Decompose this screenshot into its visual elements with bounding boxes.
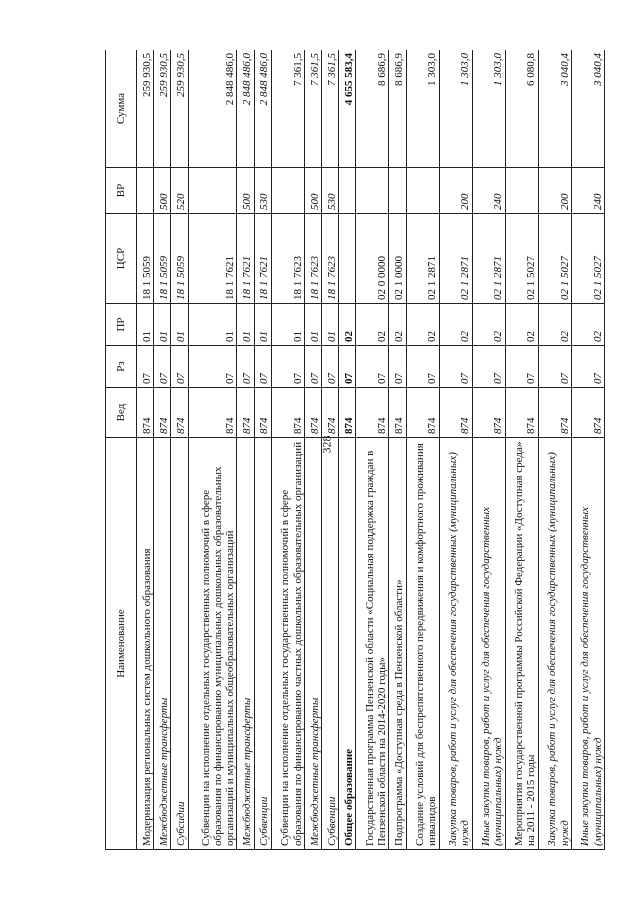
cell-ved: 874 xyxy=(389,388,406,438)
cell-ved: 874 xyxy=(137,388,154,438)
cell-name: Общее образование xyxy=(339,438,356,850)
header-name: Наименование xyxy=(106,438,137,850)
cell-name: Иные закупки товаров, работ и услуг для обеспечения государственных (муниципальных) нужд xyxy=(472,438,505,850)
cell-sum: 7 361,5 xyxy=(322,50,339,168)
cell-ved: 874 xyxy=(538,388,571,438)
cell-vr: 520 xyxy=(171,168,188,214)
cell-pr: 01 xyxy=(237,304,254,346)
cell-pr: 02 xyxy=(339,304,356,346)
cell-name: Подпрограмма «Доступная среда в Пензенской области» xyxy=(389,438,406,850)
cell-pr: 02 xyxy=(356,304,389,346)
cell-ved: 874 xyxy=(571,388,604,438)
cell-name: Субвенции xyxy=(322,438,339,850)
cell-vr: 530 xyxy=(322,168,339,214)
cell-sum: 3 040,4 xyxy=(571,50,604,168)
cell-rz: 07 xyxy=(237,346,254,388)
cell-vr: 500 xyxy=(237,168,254,214)
cell-csr: 02 1 0000 xyxy=(389,214,406,304)
cell-sum: 7 361,5 xyxy=(304,50,321,168)
table-row xyxy=(254,50,271,850)
cell-csr: 02 1 2871 xyxy=(439,214,472,304)
cell-sum: 7 361,5 xyxy=(271,50,304,168)
budget-table xyxy=(105,50,605,850)
cell-csr xyxy=(339,214,356,304)
cell-sum: 3 040,4 xyxy=(538,50,571,168)
cell-vr xyxy=(271,168,304,214)
cell-ved: 874 xyxy=(339,388,356,438)
cell-sum: 8 686,9 xyxy=(389,50,406,168)
cell-ved: 874 xyxy=(505,388,538,438)
cell-pr: 02 xyxy=(505,304,538,346)
header-csr: ЦСР xyxy=(106,214,137,304)
cell-ved: 874 xyxy=(439,388,472,438)
rotated-content xyxy=(105,50,605,850)
cell-vr xyxy=(505,168,538,214)
cell-vr: 200 xyxy=(538,168,571,214)
header-ved: Вед xyxy=(106,388,137,438)
table-header-row xyxy=(106,50,137,850)
cell-pr: 01 xyxy=(154,304,171,346)
rotated-page xyxy=(105,50,605,850)
cell-ved: 874 xyxy=(188,388,237,438)
cell-rz: 07 xyxy=(271,346,304,388)
cell-name: Межбюджетные трансферты xyxy=(304,438,321,850)
table-row xyxy=(389,50,406,850)
cell-vr xyxy=(137,168,154,214)
cell-sum: 2 848 486,0 xyxy=(237,50,254,168)
table-row xyxy=(406,50,439,850)
cell-name: Субвенции на исполнение отдельных государственных полномочий в сфере образования по финансированию частных дошкольных образовательных организаций xyxy=(271,438,304,850)
cell-sum: 1 303,0 xyxy=(406,50,439,168)
cell-vr: 500 xyxy=(154,168,171,214)
cell-sum: 259 930,5 xyxy=(137,50,154,168)
cell-ved: 874 xyxy=(254,388,271,438)
cell-rz: 07 xyxy=(505,346,538,388)
cell-name: Субсидии xyxy=(171,438,188,850)
cell-rz: 07 xyxy=(389,346,406,388)
table-row xyxy=(538,50,571,850)
cell-rz: 07 xyxy=(188,346,237,388)
cell-name: Межбюджетные трансферты xyxy=(237,438,254,850)
cell-pr: 01 xyxy=(304,304,321,346)
cell-sum: 2 848 486,0 xyxy=(188,50,237,168)
cell-csr: 02 1 2871 xyxy=(406,214,439,304)
cell-name: Субвенции xyxy=(254,438,271,850)
cell-ved: 874 xyxy=(304,388,321,438)
cell-pr: 02 xyxy=(538,304,571,346)
cell-sum: 8 686,9 xyxy=(356,50,389,168)
cell-vr: 530 xyxy=(254,168,271,214)
cell-rz: 07 xyxy=(356,346,389,388)
cell-ved: 874 xyxy=(154,388,171,438)
cell-ved: 874 xyxy=(406,388,439,438)
cell-csr: 18 1 5059 xyxy=(137,214,154,304)
cell-rz: 07 xyxy=(472,346,505,388)
header-rz: Рз xyxy=(106,346,137,388)
cell-pr: 02 xyxy=(439,304,472,346)
table-row xyxy=(137,50,154,850)
cell-ved: 874 xyxy=(322,388,339,438)
cell-vr xyxy=(389,168,406,214)
table-row xyxy=(472,50,505,850)
cell-csr: 02 1 5027 xyxy=(538,214,571,304)
cell-rz: 07 xyxy=(538,346,571,388)
cell-name: Государственная программа Пензенской области «Социальная поддержка граждан в Пензенской области на 2014-2020 годы» xyxy=(356,438,389,850)
cell-pr: 01 xyxy=(322,304,339,346)
header-sum: Сумма xyxy=(106,50,137,168)
cell-ved: 874 xyxy=(356,388,389,438)
cell-name: Иные закупки товаров, работ и услуг для обеспечения государственных (муниципальных) нужд xyxy=(571,438,604,850)
table-row xyxy=(304,50,321,850)
table-row xyxy=(439,50,472,850)
cell-sum: 1 303,0 xyxy=(439,50,472,168)
table-row xyxy=(188,50,237,850)
cell-csr: 18 1 7623 xyxy=(322,214,339,304)
cell-pr: 01 xyxy=(254,304,271,346)
cell-vr: 500 xyxy=(304,168,321,214)
table-row xyxy=(571,50,604,850)
cell-name: Создание условий для беспрепятственного передвижения и комфортного проживания инвалидов xyxy=(406,438,439,850)
cell-name: Межбюджетные трансферты xyxy=(154,438,171,850)
cell-sum: 1 303,0 xyxy=(472,50,505,168)
cell-pr: 02 xyxy=(389,304,406,346)
cell-ved: 874 xyxy=(271,388,304,438)
cell-rz: 07 xyxy=(339,346,356,388)
cell-rz: 07 xyxy=(322,346,339,388)
header-vr: ВР xyxy=(106,168,137,214)
cell-csr: 18 1 7623 xyxy=(271,214,304,304)
cell-csr: 18 1 5059 xyxy=(171,214,188,304)
cell-csr: 02 1 5027 xyxy=(571,214,604,304)
cell-name: Закупка товаров, работ и услуг для обеспечения государственных (муниципальных) нужд xyxy=(538,438,571,850)
cell-rz: 07 xyxy=(304,346,321,388)
cell-pr: 01 xyxy=(188,304,237,346)
cell-vr xyxy=(188,168,237,214)
cell-name: Субвенции на исполнение отдельных государственных полномочий в сфере образования по финансированию муниципальных дошкольных образовательных организаций и муниципальных общеобразовательных организаций xyxy=(188,438,237,850)
cell-name: Мероприятия государственной программы Российской Федерации «Доступная среда» на 2011 - 2015 годы xyxy=(505,438,538,850)
cell-pr: 02 xyxy=(571,304,604,346)
table-row xyxy=(322,50,339,850)
cell-sum: 259 930,5 xyxy=(171,50,188,168)
table-row xyxy=(339,50,356,850)
cell-rz: 07 xyxy=(254,346,271,388)
table-row xyxy=(237,50,254,850)
cell-pr: 02 xyxy=(472,304,505,346)
table-row xyxy=(505,50,538,850)
cell-vr: 200 xyxy=(439,168,472,214)
cell-ved: 874 xyxy=(237,388,254,438)
cell-rz: 07 xyxy=(571,346,604,388)
header-pr: ПР xyxy=(106,304,137,346)
cell-vr xyxy=(356,168,389,214)
cell-ved: 874 xyxy=(171,388,188,438)
cell-vr: 240 xyxy=(571,168,604,214)
cell-name: Закупка товаров, работ и услуг для обеспечения государственных (муниципальных) нужд xyxy=(439,438,472,850)
cell-sum: 2 848 486,0 xyxy=(254,50,271,168)
cell-csr: 18 1 7621 xyxy=(188,214,237,304)
cell-rz: 07 xyxy=(154,346,171,388)
cell-csr: 02 1 5027 xyxy=(505,214,538,304)
cell-rz: 07 xyxy=(439,346,472,388)
cell-rz: 07 xyxy=(171,346,188,388)
cell-ved: 874 xyxy=(472,388,505,438)
cell-csr: 18 1 7621 xyxy=(237,214,254,304)
table-body xyxy=(137,50,605,850)
cell-csr: 18 1 5059 xyxy=(154,214,171,304)
cell-pr: 01 xyxy=(271,304,304,346)
cell-csr: 18 1 7623 xyxy=(304,214,321,304)
cell-rz: 07 xyxy=(137,346,154,388)
cell-vr xyxy=(339,168,356,214)
cell-csr: 02 1 2871 xyxy=(472,214,505,304)
cell-sum: 6 080,8 xyxy=(505,50,538,168)
cell-sum: 259 930,5 xyxy=(154,50,171,168)
table-row xyxy=(271,50,304,850)
cell-pr: 02 xyxy=(406,304,439,346)
cell-sum: 4 655 583,4 xyxy=(339,50,356,168)
cell-csr: 18 1 7621 xyxy=(254,214,271,304)
cell-pr: 01 xyxy=(137,304,154,346)
page-number: 328 xyxy=(319,435,334,454)
cell-rz: 07 xyxy=(406,346,439,388)
cell-name: Модернизация региональных систем дошкольного образования xyxy=(137,438,154,850)
table-row xyxy=(171,50,188,850)
cell-vr xyxy=(406,168,439,214)
table-row xyxy=(356,50,389,850)
cell-vr: 240 xyxy=(472,168,505,214)
table-row xyxy=(154,50,171,850)
cell-pr: 01 xyxy=(171,304,188,346)
cell-csr: 02 0 0000 xyxy=(356,214,389,304)
